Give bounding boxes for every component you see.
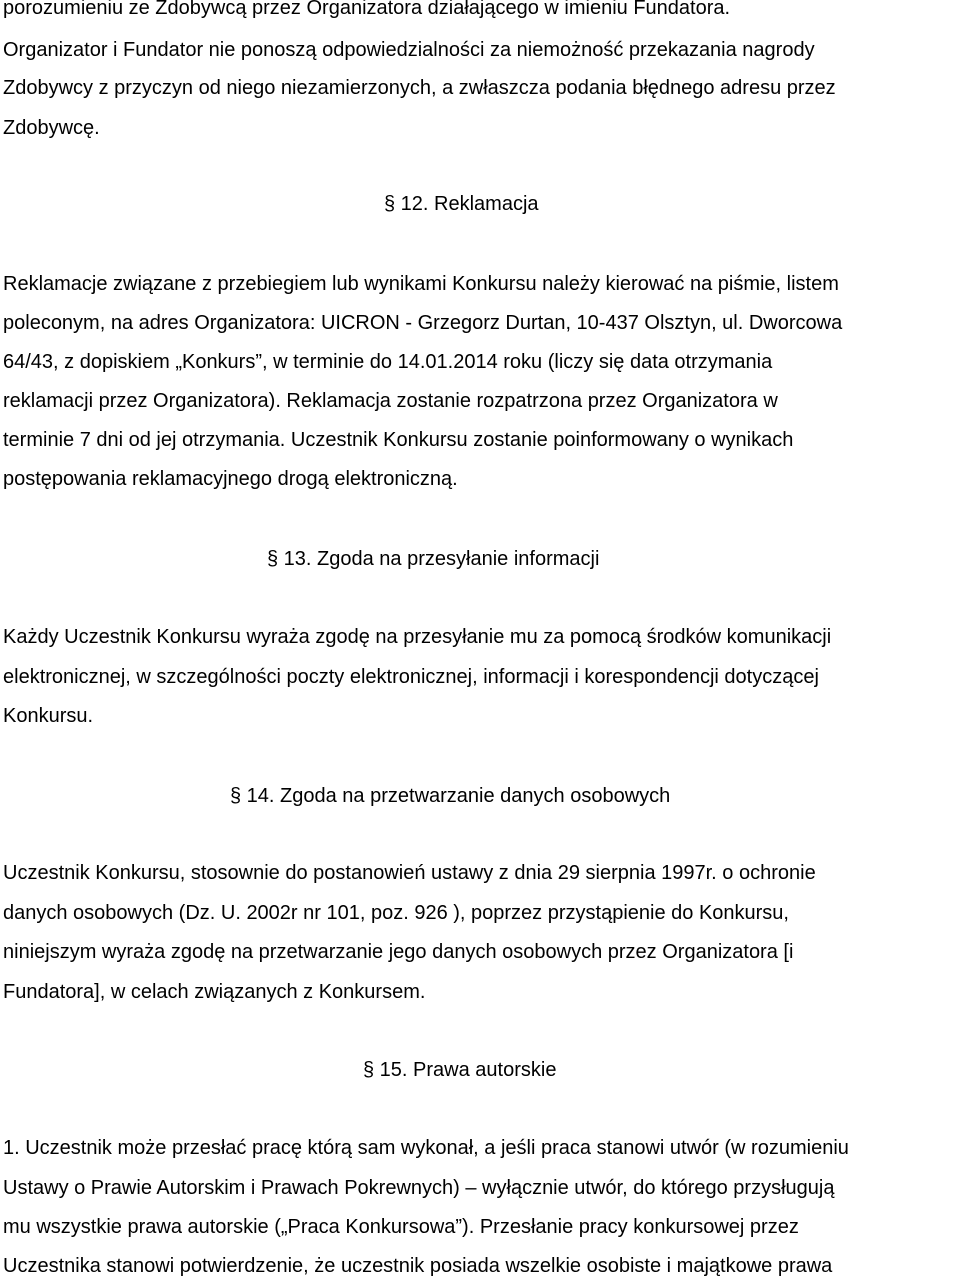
- intro-line: porozumieniu ze Zdobywcą przez Organizatora działającego w imieniu Fundatora.: [3, 0, 731, 19]
- section-14-line: Uczestnik Konkursu, stosownie do postanowień ustawy z dnia 29 sierpnia 1997r. o ochronie: [3, 862, 816, 884]
- section-14-heading: § 14. Zgoda na przetwarzanie danych osobowych: [230, 785, 671, 807]
- intro-line: Zdobywcę.: [3, 117, 100, 139]
- section-12-line: 64/43, z dopiskiem „Konkurs”, w terminie do 14.01.2014 roku (liczy się data otrzymania: [3, 351, 773, 373]
- section-12-line: postępowania reklamacyjnego drogą elektroniczną.: [3, 468, 458, 490]
- section-13-heading: § 13. Zgoda na przesyłanie informacji: [267, 548, 600, 570]
- section-12-heading: § 12. Reklamacja: [384, 193, 539, 215]
- section-15-line: Ustawy o Prawie Autorskim i Prawach Pokrewnych) – wyłącznie utwór, do którego przysługują: [3, 1177, 835, 1199]
- section-14-line: Fundatora], w celach związanych z Konkursem.: [3, 981, 426, 1003]
- intro-line: Organizator i Fundator nie ponoszą odpowiedzialności za niemożność przekazania nagrody: [3, 39, 815, 61]
- section-12-line: reklamacji przez Organizatora). Reklamacja zostanie rozpatrzona przez Organizatora w: [3, 390, 778, 412]
- section-15-line: 1. Uczestnik może przesłać pracę którą sam wykonał, a jeśli praca stanowi utwór (w rozumieniu: [3, 1137, 849, 1159]
- section-14-line: niniejszym wyraża zgodę na przetwarzanie jego danych osobowych przez Organizatora [i: [3, 941, 794, 963]
- section-15-line: mu wszystkie prawa autorskie („Praca Konkursowa”). Przesłanie pracy konkursowej przez: [3, 1216, 799, 1238]
- section-12-line: poleconym, na adres Organizatora: UICRON - Grzegorz Durtan, 10-437 Olsztyn, ul. Dworcowa: [3, 312, 843, 334]
- section-12-line: terminie 7 dni od jej otrzymania. Uczestnik Konkursu zostanie poinformowany o wynikach: [3, 429, 794, 451]
- section-13-line: Każdy Uczestnik Konkursu wyraża zgodę na przesyłanie mu za pomocą środków komunikacji: [3, 626, 832, 648]
- section-12-line: Reklamacje związane z przebiegiem lub wynikami Konkursu należy kierować na piśmie, listem: [3, 273, 839, 295]
- section-14-line: danych osobowych (Dz. U. 2002r nr 101, poz. 926 ), poprzez przystąpienie do Konkursu,: [3, 902, 789, 924]
- section-15-line: Uczestnika stanowi potwierdzenie, że uczestnik posiada wszelkie osobiste i majątkowe prawa: [3, 1255, 833, 1277]
- section-13-line: elektronicznej, w szczególności poczty elektronicznej, informacji i korespondencji dotyczącej: [3, 666, 819, 688]
- intro-line: Zdobywcy z przyczyn od niego niezamierzonych, a zwłaszcza podania błędnego adresu przez: [3, 77, 836, 99]
- section-13-line: Konkursu.: [3, 705, 94, 727]
- section-15-heading: § 15. Prawa autorskie: [363, 1059, 557, 1081]
